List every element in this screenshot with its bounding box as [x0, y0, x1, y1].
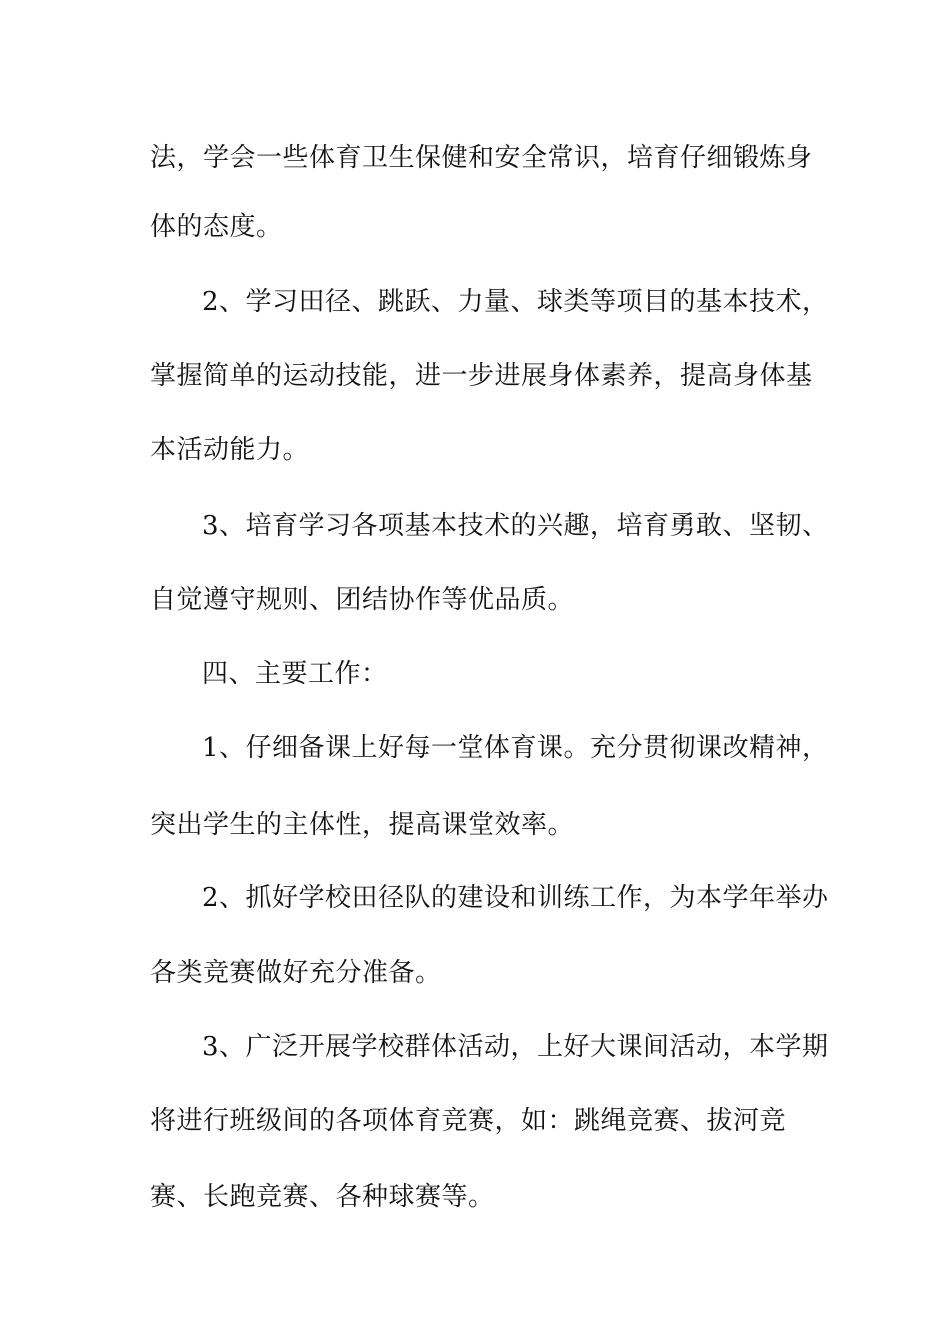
text-line: 2、抓好学校田径队的建设和训练工作，为本学年举办 — [202, 883, 829, 913]
text-line: 法，学会一些体育卫生保健和安全常识，培育仔细锻炼身 — [150, 143, 813, 173]
text-line: 本活动能力。 — [150, 435, 310, 465]
text-line: 突出学生的主体性，提高课堂效率。 — [150, 810, 575, 840]
text-line: 1、仔细备课上好每一堂体育课。充分贯彻课改精神， — [202, 733, 829, 763]
text-line: 3、广泛开展学校群体活动，上好大课间活动，本学期 — [202, 1032, 829, 1062]
text-line: 将进行班级间的各项体育竞赛，如：跳绳竞赛、拔河竞 — [150, 1106, 787, 1136]
text-line: 3、培育学习各项基本技术的兴趣，培育勇敢、坚韧、 — [202, 511, 829, 541]
text-line: 体的态度。 — [150, 212, 283, 242]
text-line: 自觉遵守规则、团结协作等优品质。 — [150, 585, 575, 615]
text-line: 各类竞赛做好充分准备。 — [150, 958, 442, 988]
section-heading: 四、主要工作： — [202, 659, 388, 689]
text-line: 2、学习田径、跳跃、力量、球类等项目的基本技术， — [202, 287, 829, 317]
text-line: 赛、长跑竞赛、各种球赛等。 — [150, 1182, 495, 1212]
text-line: 掌握简单的运动技能，进一步进展身体素养，提高身体基 — [150, 361, 813, 391]
